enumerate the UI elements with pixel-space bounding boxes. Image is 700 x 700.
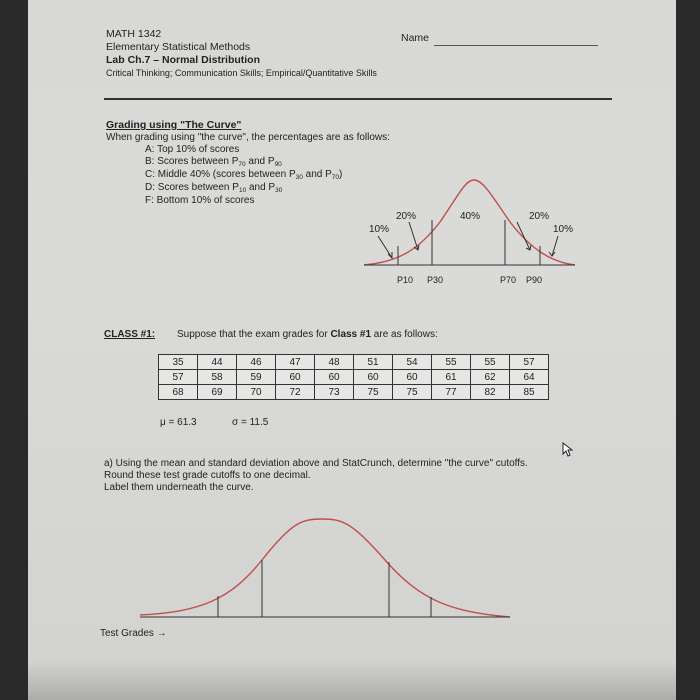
grade-cell: 70 [237, 385, 276, 400]
grade-letter: A: [145, 144, 155, 155]
grade-cell: 55 [471, 355, 510, 370]
grade-letter: F: [145, 195, 154, 206]
subscript: 90 [274, 161, 282, 168]
grade-cell: 75 [393, 385, 432, 400]
grade-cell: 72 [276, 385, 315, 400]
grade-cell: 46 [237, 355, 276, 370]
grade-cell: 62 [471, 370, 510, 385]
label-p70: P70 [500, 275, 517, 285]
subscript: 30 [275, 187, 283, 194]
label-p30: P30 [427, 275, 444, 285]
grade-letter: C: [145, 169, 155, 180]
axis-label-test-grades: Test Grades → [100, 628, 167, 639]
desc-post: are as follows: [371, 329, 438, 340]
class1-label: CLASS #1: [104, 329, 156, 340]
part-a-line1: a) Using the mean and standard deviation above and StatCrunch, determine "the curve" cutoffs. [104, 458, 528, 469]
grade-letter: D: [145, 182, 155, 193]
part-a-line2: Round these test grade cutoffs to one decimal. [104, 470, 311, 481]
grade-cell: 75 [354, 385, 393, 400]
grade-desc: Top 10% of scores [157, 144, 240, 155]
label-p90: P90 [526, 275, 543, 285]
grade-cell: 61 [432, 370, 471, 385]
grade-cell: 60 [393, 370, 432, 385]
grading-intro: When grading using "the curve", the percentages are as follows: [106, 132, 390, 143]
grade-cell: 57 [159, 370, 198, 385]
part-a-line3: Label them underneath the curve. [104, 482, 254, 493]
course-title: Elementary Statistical Methods [106, 41, 251, 53]
subscript: 30 [295, 174, 303, 181]
course-code: MATH 1342 [106, 28, 162, 40]
grade-cell: 77 [432, 385, 471, 400]
grade-desc: Scores between P [157, 182, 239, 193]
subscript: 10 [238, 187, 247, 194]
grade-cell: 73 [315, 385, 354, 400]
large-normal-curve [140, 519, 510, 617]
grade-cell: 69 [198, 385, 237, 400]
grade-cell: 58 [198, 370, 237, 385]
grade-cell: 82 [471, 385, 510, 400]
subscript: 70 [331, 174, 340, 181]
grade-cell: 51 [354, 355, 393, 370]
mean-value: μ = 61.3 [160, 417, 197, 428]
subscript: 70 [238, 161, 246, 168]
grade-desc-mid: and P [245, 156, 275, 167]
grade-cell: 60 [276, 370, 315, 385]
grade-cell: 47 [276, 355, 315, 370]
pct-center: 40% [460, 211, 481, 222]
grade-desc: Scores between P [157, 156, 239, 167]
grade-desc-mid: and P [246, 182, 276, 193]
grade-cell: 64 [510, 370, 549, 385]
grade-cell: 35 [159, 355, 198, 370]
pct-right-mid: 20% [529, 211, 550, 222]
lab-title: Lab Ch.7 – Normal Distribution [106, 54, 261, 66]
desc-bold: Class #1 [330, 329, 372, 340]
grade-cell: 85 [510, 385, 549, 400]
desc-pre: Suppose that the exam grades for [177, 329, 331, 340]
grade-cell: 48 [315, 355, 354, 370]
pct-right-tail: 10% [553, 224, 574, 235]
grade-cell: 54 [393, 355, 432, 370]
grade-cell: 60 [354, 370, 393, 385]
name-label: Name [401, 32, 430, 44]
grading-title: Grading using "The Curve" [106, 119, 242, 131]
grade-letter: B: [145, 156, 155, 167]
skills-line: Critical Thinking; Communication Skills; Empirical/Quantitative Skills [106, 68, 377, 78]
grade-desc-mid: and P [302, 169, 332, 180]
grade-cell: 68 [159, 385, 198, 400]
grade-cell: 57 [510, 355, 549, 370]
sd-value: σ = 11.5 [232, 417, 269, 428]
grade-cell: 60 [315, 370, 354, 385]
label-p10: P10 [397, 275, 414, 285]
grade-desc-end: ) [339, 169, 343, 180]
pct-left-mid: 20% [396, 211, 417, 222]
grade-desc: Bottom 10% of scores [156, 195, 255, 206]
grade-desc: Middle 40% (scores between P [157, 169, 296, 180]
grade-cell: 55 [432, 355, 471, 370]
grade-cell: 44 [198, 355, 237, 370]
grade-cell: 59 [237, 370, 276, 385]
pct-left-tail: 10% [369, 224, 390, 235]
